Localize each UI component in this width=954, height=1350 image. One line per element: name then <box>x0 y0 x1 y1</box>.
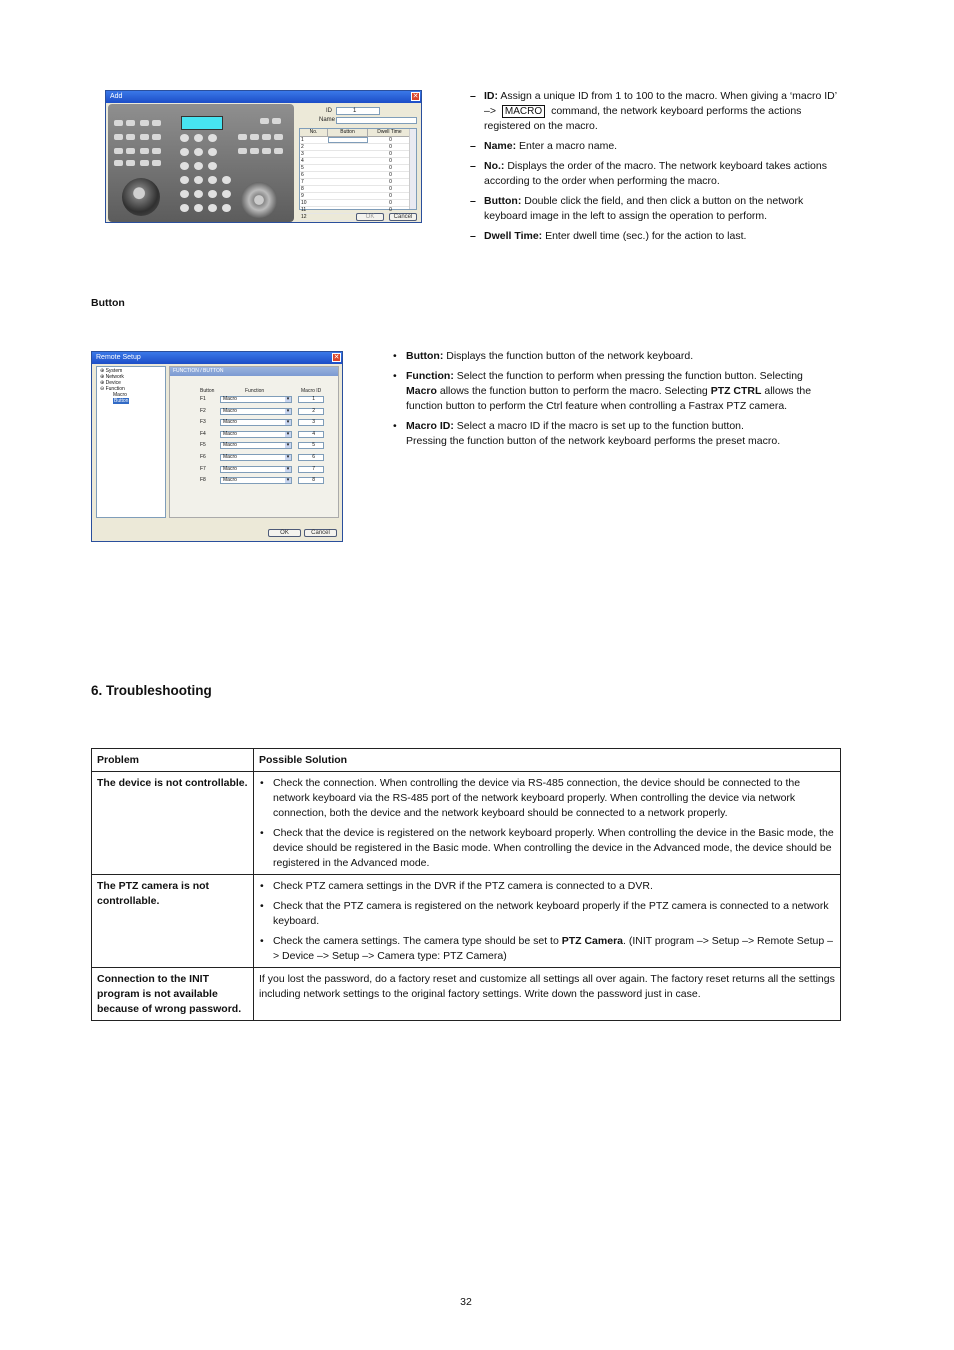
col-function-label: Function <box>245 388 265 394</box>
function-button-row <box>170 476 340 484</box>
row-no: 7 <box>301 179 304 185</box>
solution-cell: If you lost the password, do a factory reset and customize all settings all over again. The factory reset returns all the settings including network settings to the original factory settings. Write down the password just in case. <box>254 968 841 1021</box>
desc-button <box>470 194 840 224</box>
table-row[interactable] <box>300 179 416 186</box>
function-select[interactable]: Macro ▾ <box>220 396 292 403</box>
button-field-descriptions <box>392 349 832 454</box>
function-select[interactable]: Macro ▾ <box>220 477 292 484</box>
macro-id-stepper[interactable]: 4 <box>298 431 324 438</box>
solution-item: • Check the connection. When controlling the device via RS-485 connection, the device should be connected to the network keyboard via the RS-485 port of the network keyboard properly. When controlling the device via network connection, both the device and the network keyboard should be connected to a network properly. <box>259 776 835 821</box>
add-window-titlebar <box>106 91 421 103</box>
row-dwell-time[interactable]: 0 <box>389 207 392 213</box>
term-name: Name: <box>484 140 517 152</box>
function-select[interactable]: Macro ▾ <box>220 442 292 449</box>
row-dwell-time[interactable]: 0 <box>389 165 392 171</box>
row-dwell-time[interactable]: 0 <box>389 158 392 164</box>
term-button-field: Button: <box>406 350 444 362</box>
term-dwell-time: Dwell Time: <box>484 230 543 242</box>
function-button-row <box>170 430 340 438</box>
desc-id-text-2: command, the network keyboard performs the actions registered on the macro. <box>484 105 802 132</box>
row-no: 6 <box>301 172 304 178</box>
table-row <box>92 968 841 1021</box>
problem-cell: The PTZ camera is not controllable. <box>92 875 254 968</box>
row-no: 5 <box>301 165 304 171</box>
desc-button-field <box>392 349 832 364</box>
row-no: 2 <box>301 144 304 150</box>
function-key-label: F7 <box>200 465 206 472</box>
function-select[interactable]: Macro ▾ <box>220 431 292 438</box>
desc-id <box>470 89 840 134</box>
keyboard-lcd <box>181 116 223 130</box>
function-button-row <box>170 453 340 461</box>
row-button[interactable] <box>328 172 368 178</box>
cancel-button[interactable]: Cancel <box>389 213 417 221</box>
function-button-panel <box>169 366 339 518</box>
row-no: 11 <box>301 207 307 213</box>
macro-id-stepper[interactable]: 2 <box>298 408 324 415</box>
table-row[interactable] <box>300 151 416 158</box>
row-dwell-time[interactable]: 0 <box>389 193 392 199</box>
term-button: Button: <box>484 195 522 207</box>
name-field[interactable] <box>336 117 417 124</box>
term-macro-option: Macro <box>406 385 437 397</box>
desc-no <box>470 159 840 189</box>
term-id: ID: <box>484 90 498 102</box>
col-problem: Problem <box>92 749 254 772</box>
col-button-label: Button <box>200 388 215 394</box>
row-button[interactable] <box>328 179 368 185</box>
setup-tree[interactable] <box>96 366 166 518</box>
id-value: 1 <box>353 108 357 114</box>
function-key-label: F4 <box>200 430 206 437</box>
table-row[interactable] <box>300 172 416 179</box>
desc-button-text: Double click the field, and then click a button on the network keyboard image in the left to assign the operation to perform. <box>484 195 804 222</box>
tree-item-network[interactable]: ⊕ Network <box>100 374 124 380</box>
macro-id-stepper[interactable]: 1 <box>298 396 324 403</box>
table-row[interactable] <box>300 193 416 200</box>
term-no: No.: <box>484 160 505 172</box>
solution-item: • Check that the PTZ camera is registered on the network keyboard properly if the PTZ camera is connected to a network keyboard. <box>259 899 835 929</box>
row-button[interactable] <box>328 151 368 157</box>
button-section-label: Button <box>91 297 125 309</box>
macro-id-stepper[interactable]: 6 <box>298 454 324 461</box>
row-button[interactable] <box>328 144 368 150</box>
function-button-row <box>170 441 340 449</box>
table-header-row <box>92 749 841 772</box>
table-row[interactable] <box>300 165 416 172</box>
function-key-label: F2 <box>200 407 206 414</box>
solution-cell <box>254 875 841 968</box>
close-icon[interactable]: ✕ <box>412 93 419 100</box>
desc-macro-id <box>392 419 832 449</box>
table-row[interactable] <box>300 186 416 193</box>
row-button[interactable] <box>328 200 368 206</box>
row-dwell-time[interactable]: 0 <box>389 137 392 143</box>
desc-id-text-1: Assign a unique ID from 1 to 100 to the macro. When giving a ‘macro ID’ –> <box>484 90 837 117</box>
row-no: 4 <box>301 158 304 164</box>
col-button: Button <box>328 129 368 136</box>
function-select[interactable]: Macro ▾ <box>220 454 292 461</box>
table-row <box>92 772 841 875</box>
table-row[interactable] <box>300 144 416 151</box>
desc-name-text: Enter a macro name. <box>519 140 618 152</box>
tree-item-macro[interactable]: Macro <box>113 392 127 398</box>
desc-no-text: Displays the order of the macro. The network keyboard takes actions according to the order when performing the macro. <box>484 160 827 187</box>
term-function: Function: <box>406 370 454 382</box>
row-no: 1 <box>301 137 304 143</box>
macro-id-stepper[interactable]: 7 <box>298 466 324 473</box>
ok-button[interactable]: OK <box>356 213 384 221</box>
col-macro-id-label: Macro ID <box>301 388 322 394</box>
joystick[interactable] <box>122 178 160 216</box>
row-no: 12 <box>301 214 307 220</box>
tree-item-button[interactable]: Button <box>114 398 129 404</box>
desc-function-text-3: allows the function button to perform the Ctrl feature when controlling a Fastrax PTZ camera. <box>406 385 812 412</box>
function-key-label: F8 <box>200 477 206 484</box>
desc-macro-id-text-2: Pressing the function button of the network keyboard performs the preset macro. <box>406 435 781 447</box>
table-scrollbar[interactable] <box>409 129 416 209</box>
add-window-title: Add <box>110 93 123 100</box>
desc-function <box>392 369 832 414</box>
col-no: No. <box>300 129 328 136</box>
tree-item-function[interactable]: ⊖ Function <box>100 386 125 392</box>
ok-button[interactable]: OK <box>268 529 301 537</box>
add-macro-window <box>105 90 422 223</box>
panel-title: FUNCTION / BUTTON <box>170 367 338 376</box>
macro-key-label: MACRO <box>502 105 545 118</box>
function-key-label: F1 <box>200 396 206 402</box>
id-stepper[interactable] <box>336 107 380 115</box>
id-label: ID <box>326 108 332 114</box>
row-dwell-time[interactable]: 0 <box>389 172 392 178</box>
function-key-label: F6 <box>200 454 206 460</box>
col-dwell-time: Dwell Time <box>368 129 412 136</box>
row-dwell-time[interactable]: 0 <box>389 179 392 185</box>
row-dwell-time[interactable]: 0 <box>389 144 392 150</box>
table-row <box>92 875 841 968</box>
col-possible-solution: Possible Solution <box>254 749 841 772</box>
solution-cell <box>254 772 841 875</box>
row-button[interactable] <box>328 193 368 199</box>
row-button[interactable] <box>328 186 368 192</box>
solution-item: • Check PTZ camera settings in the DVR if the PTZ camera is connected to a DVR. <box>259 879 835 894</box>
table-row[interactable] <box>300 200 416 207</box>
cancel-button[interactable]: Cancel <box>304 529 337 537</box>
remote-window-titlebar <box>92 352 342 364</box>
table-row[interactable] <box>300 158 416 165</box>
desc-name <box>470 139 840 154</box>
function-button-row <box>170 465 340 473</box>
problem-cell: Connection to the INIT program is not available because of wrong password. <box>92 968 254 1021</box>
desc-function-text-1: Select the function to perform when pressing the function button. Selecting <box>456 370 803 382</box>
troubleshooting-table <box>91 748 841 1021</box>
row-no: 8 <box>301 186 304 192</box>
row-no: 3 <box>301 151 304 157</box>
row-dwell-time[interactable]: 0 <box>389 151 392 157</box>
row-dwell-time[interactable]: 0 <box>389 200 392 206</box>
table-row[interactable] <box>300 137 416 144</box>
desc-function-text-2: allows the function button to perform the macro. Selecting <box>439 385 708 397</box>
tree-item-system[interactable]: ⊕ System <box>100 368 123 374</box>
desc-macro-id-text-1: Select a macro ID if the macro is set up to the function button. <box>456 420 744 432</box>
function-select[interactable]: Macro ▾ <box>220 419 292 426</box>
macro-id-stepper[interactable]: 5 <box>298 442 324 449</box>
problem-cell: The device is not controllable. <box>92 772 254 875</box>
desc-button-field-text: Displays the function button of the network keyboard. <box>446 350 694 362</box>
network-keyboard-image[interactable] <box>108 104 294 222</box>
row-button[interactable] <box>328 137 368 143</box>
jog-shuttle-dial[interactable] <box>241 182 277 218</box>
solution-item: • Check that the device is registered on the network keyboard properly. When controlling the device in the Basic mode, the device should be registered in the Basic mode. When controlling the device in the Advanced mode, the device should be registered in the Advanced mode. <box>259 826 835 871</box>
desc-dwell-text: Enter dwell time (sec.) for the action to last. <box>545 230 747 242</box>
macro-table-header <box>300 129 416 137</box>
function-button-row <box>170 395 340 403</box>
term-ptz-ctrl-option: PTZ CTRL <box>710 385 762 397</box>
remote-window-title: Remote Setup <box>96 354 141 361</box>
row-button[interactable] <box>328 165 368 171</box>
page-number: 32 <box>460 1296 472 1308</box>
row-dwell-time[interactable]: 0 <box>389 186 392 192</box>
function-button-row <box>170 407 340 415</box>
close-icon[interactable]: ✕ <box>333 354 340 361</box>
row-button[interactable] <box>328 158 368 164</box>
tree-item-device[interactable]: ⊕ Device <box>100 380 121 386</box>
function-button-row <box>170 418 340 426</box>
row-no: 9 <box>301 193 304 199</box>
macro-field-descriptions <box>470 89 840 249</box>
function-select[interactable]: Macro ▾ <box>220 466 292 473</box>
desc-dwell-time <box>470 229 840 244</box>
function-key-label: F3 <box>200 419 206 426</box>
remote-setup-window <box>91 351 343 542</box>
function-key-label: F5 <box>200 442 206 449</box>
macro-id-stepper[interactable]: 3 <box>298 419 324 426</box>
function-select[interactable]: Macro ▾ <box>220 408 292 415</box>
name-label: Name <box>319 117 336 123</box>
solution-item: • Check the camera settings. The camera type should be set to PTZ Camera. (INIT program –> Setup –> Remote Setup –> Device –> Setup –> Camera type: PTZ Camera) <box>259 934 835 964</box>
section-heading-troubleshooting: 6. Troubleshooting <box>91 683 212 698</box>
macro-id-stepper[interactable]: 8 <box>298 477 324 484</box>
term-macro-id: Macro ID: <box>406 420 454 432</box>
row-no: 10 <box>301 200 307 206</box>
